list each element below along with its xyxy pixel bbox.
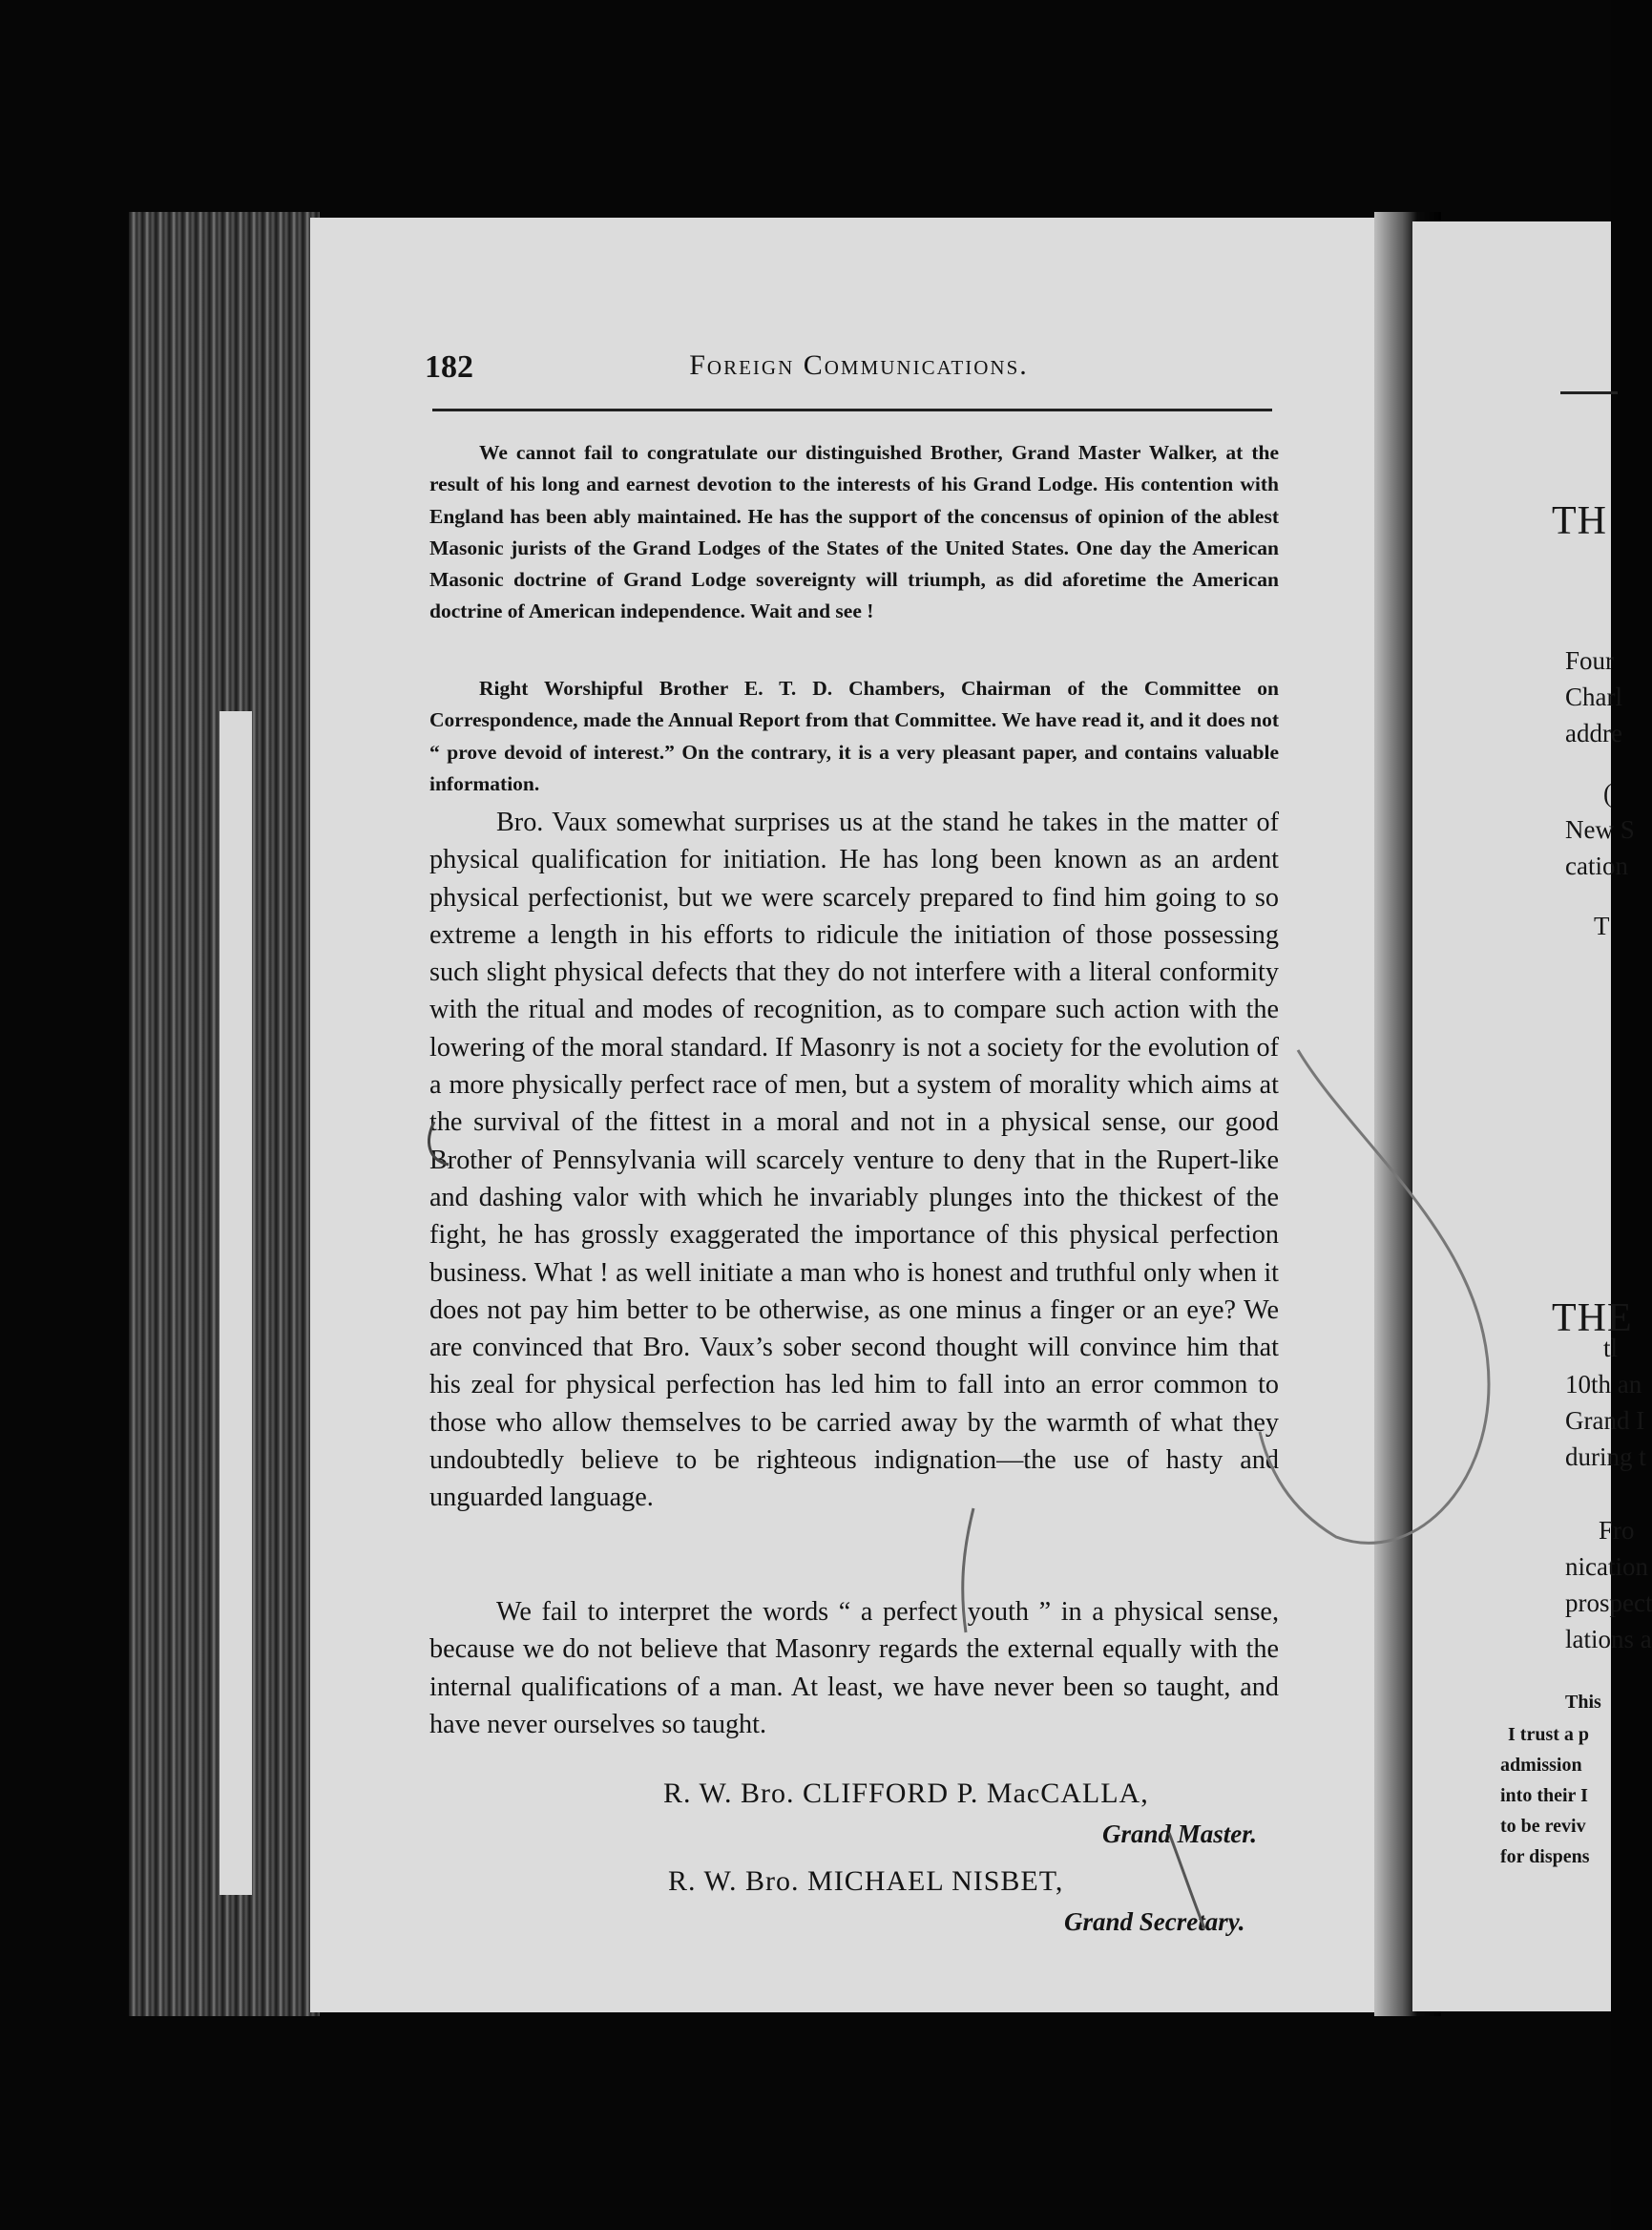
right-line: Fro <box>1599 1516 1635 1545</box>
right-line: Grand I <box>1565 1406 1645 1435</box>
right-line: New S <box>1565 815 1635 844</box>
paragraph-perfect-youth: We fail to interpret the words “ a perfect youth ” in a physical sense, because we do not believe that Masonry regards the external equally with the internal qualifications of a man. At least, we have never been so taught, and have never ourselves so taught. <box>429 1597 1279 1739</box>
page-header <box>425 349 1293 388</box>
right-line: lations a <box>1565 1625 1652 1653</box>
right-line: 10th an <box>1565 1370 1642 1399</box>
right-line: Charl <box>1565 683 1622 711</box>
dropcap-1: TH <box>1552 499 1607 543</box>
signature-grand-master-name: R. W. Bro. CLIFFORD P. MacCALLA, <box>663 1778 1149 1809</box>
right-line: tl <box>1603 1334 1619 1362</box>
running-title: Foreign Communications. <box>689 349 1029 381</box>
right-page-fragment <box>1412 221 1652 2011</box>
signature-grand-master-title: Grand Master. <box>1102 1820 1258 1848</box>
right-small-line: admission <box>1500 1755 1582 1776</box>
right-small-line: This <box>1565 1692 1601 1713</box>
right-line: nication <box>1565 1552 1648 1581</box>
signature-grand-secretary-title: Grand Secretary. <box>1064 1907 1245 1936</box>
right-line: cation <box>1565 852 1628 880</box>
right-small-line: into their I <box>1500 1785 1588 1806</box>
right-line: ( <box>1603 779 1612 808</box>
right-line: Four <box>1565 646 1615 675</box>
page-number: 182 <box>425 349 473 385</box>
right-line: T <box>1594 912 1610 940</box>
paragraph-walker: We cannot fail to congratulate our distinguished Brother, Grand Master Walker, at the result of his long and earnest devotion to the interests of his Grand Lodge. His contention with England has been ably maintained. He has the support of the concensus of opinion of the ablest Masonic jurists of the Grand Lodges of the States of the United States. One day the American Masonic doctrine of Grand Lodge sovereignty will triumph, as did aforetime the American doctrine of American independence. Wait and see ! <box>429 441 1279 623</box>
dropcap-2: THE <box>1552 1296 1633 1340</box>
right-small-line: I trust a p <box>1508 1724 1590 1745</box>
right-small-line: to be reviv <box>1500 1816 1586 1837</box>
right-small-line: for dispens <box>1500 1846 1590 1867</box>
right-line: addre <box>1565 719 1622 747</box>
left-page <box>310 218 1412 2012</box>
page-edge-strip <box>220 711 252 1895</box>
right-line: during t <box>1565 1442 1646 1471</box>
paragraph-vaux: Bro. Vaux somewhat surprises us at the stand he takes in the matter of physical qualification for initiation. He has long been known as an ardent physical perfectionist, but we were scarcely prepared to find him going to so extreme a length in his efforts to ridicule the initiation of those possessing such slight physical defects that they do not interfere with a literal conformity with the ritual and modes of recognition, as to compare such action with the lowering of the moral standard. If Masonry is not a society for the evolution of a more physically perfect race of men, but a system of morality which aims at the survival of the fittest in a moral and not in a physical sense, our good Brother of Pennsylvania will scarcely venture to deny that in the Rupert-like and dashing valor with which he invariably plunges into the thickest of the fight, he has grossly exaggerated the importance of this physical perfection business. What ! as well initiate a man who is honest and truthful only when it does not pay him better to be otherwise, as one minus a finger or an eye? We are convinced that Bro. Vaux’s sober second thought will convince him that his zeal for physical perfection has led him to fall into an error common to those who allow themselves to be carried away by the warmth of what they undoubtedly believe to be righteous indignation—the use of hasty and unguarded language. <box>429 808 1279 1513</box>
paragraph-chambers: Right Worshipful Brother E. T. D. Chambers, Chairman of the Committee on Correspondence, made the Annual Report from that Committee. We have read it, and it does not “ prove devoid of interest.” On the contrary, it is a very pleasant paper, and contains valuable information. <box>429 677 1279 795</box>
signature-grand-secretary-name: R. W. Bro. MICHAEL NISBET, <box>668 1865 1064 1897</box>
right-header-rule <box>1560 391 1618 394</box>
header-rule <box>432 409 1272 411</box>
right-line: prospect <box>1565 1588 1652 1617</box>
